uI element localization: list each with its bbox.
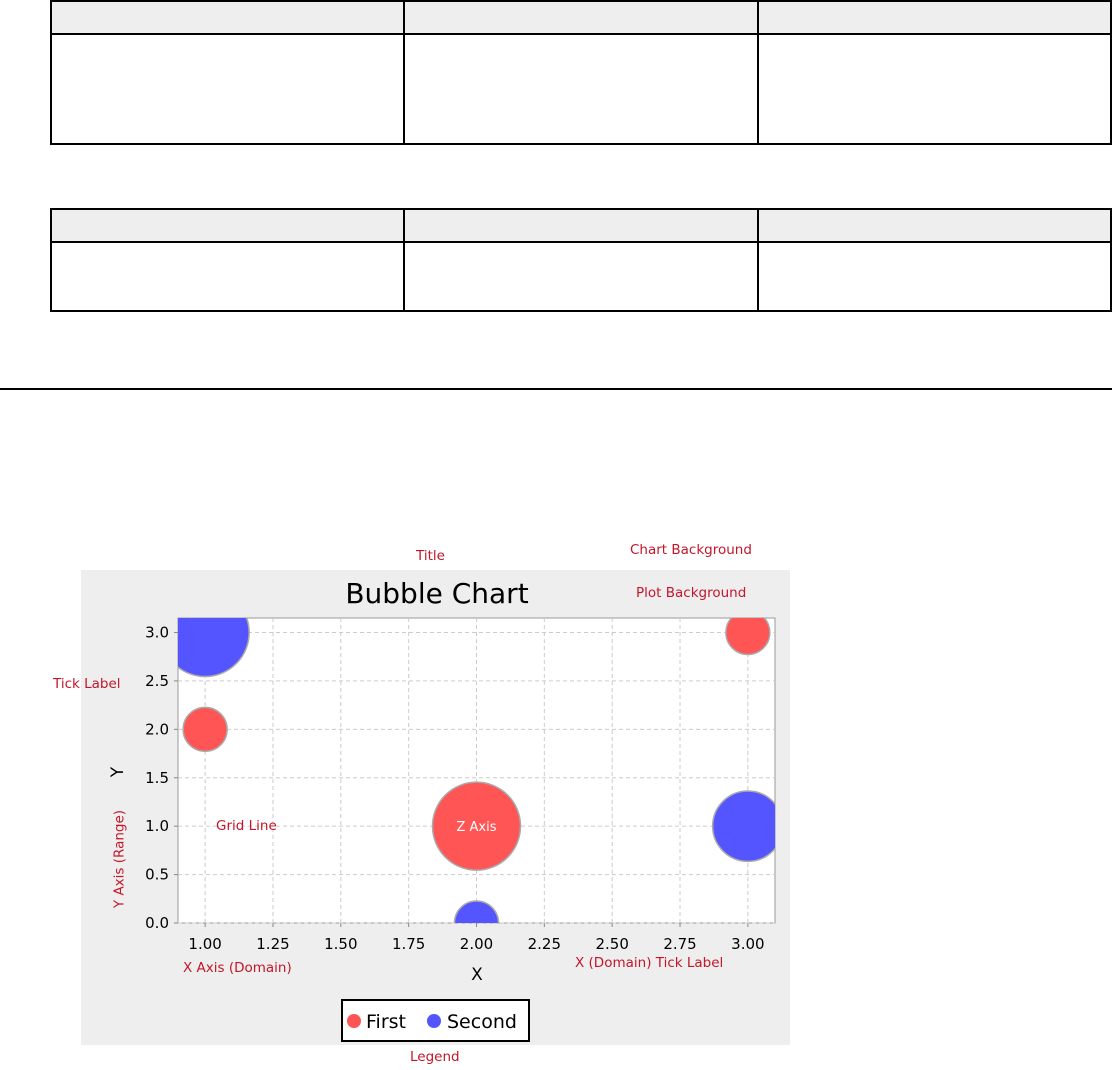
bubble-first — [183, 707, 227, 751]
y-tick-label: 3.0 — [145, 623, 169, 642]
legend[interactable] — [342, 1000, 529, 1041]
x-tick-label: 2.00 — [459, 935, 494, 953]
annotation-tick-label: Tick Label — [53, 676, 121, 692]
annotation-y-axis: Y Axis (Range) — [111, 809, 128, 909]
annotation-legend: Legend — [410, 1049, 460, 1065]
y-tick-label: 1.5 — [145, 768, 169, 787]
x-tick-label: 2.25 — [527, 935, 562, 953]
x-tick-label: 3.00 — [731, 935, 765, 953]
legend-swatch-second — [427, 1014, 441, 1028]
x-tick-label: 1.75 — [391, 935, 426, 953]
annotation-x-tick-label: X (Domain) Tick Label — [575, 955, 724, 971]
legend-swatch-first — [347, 1014, 361, 1028]
x-axis-label: X — [471, 965, 483, 985]
annotation-title: Title — [416, 548, 445, 564]
bubble-second — [713, 791, 783, 861]
annotation-z-axis: Z Axis — [456, 820, 497, 836]
y-tick-label: 0.0 — [145, 914, 169, 932]
x-tick-label: 2.50 — [595, 935, 629, 953]
y-tick-label: 0.5 — [145, 865, 169, 884]
y-axis-label: Y — [108, 766, 128, 778]
legend-label-second: Second — [447, 1011, 517, 1033]
annotation-chart-background: Chart Background — [630, 542, 752, 558]
y-tick-label: 2.5 — [145, 671, 169, 690]
annotation-grid-line: Grid Line — [216, 818, 277, 834]
x-tick-label: 1.00 — [188, 935, 222, 953]
x-tick-labels — [188, 935, 764, 953]
annotation-plot-background: Plot Background — [636, 585, 747, 601]
annotation-x-axis: X Axis (Domain) — [183, 960, 292, 976]
y-tick-label: 2.0 — [145, 720, 169, 739]
chart-title: Bubble Chart — [345, 577, 529, 610]
legend-label-first: First — [366, 1011, 406, 1033]
x-tick-label: 2.75 — [663, 935, 697, 953]
y-tick-label: 1.0 — [145, 817, 169, 836]
x-tick-label: 1.50 — [324, 935, 358, 953]
x-tick-label: 1.25 — [256, 935, 290, 953]
